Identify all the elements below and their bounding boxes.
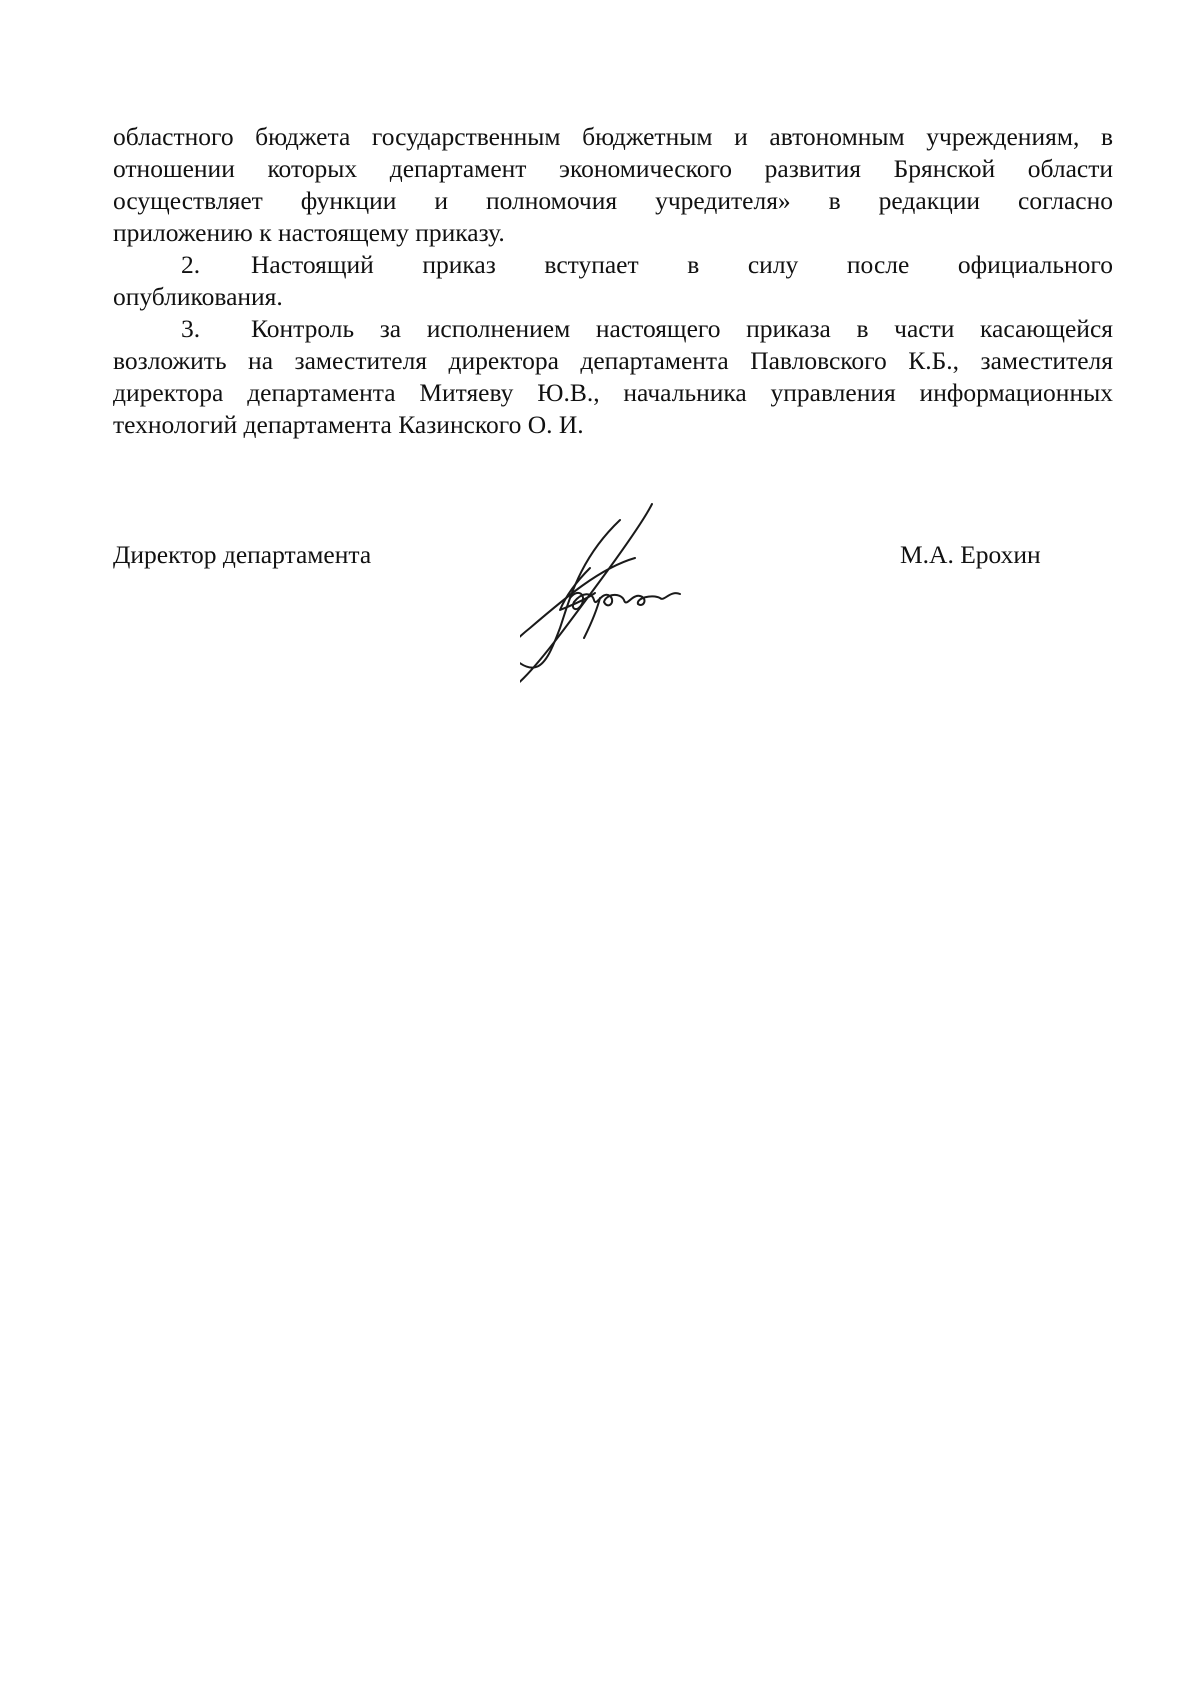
document-body	[113, 121, 1113, 441]
signatory-title: Директор департамента	[113, 540, 372, 569]
item-3-first-line	[113, 313, 1113, 345]
paragraph-continuation-line-1: областного бюджета государственным бюджетным и автономным учреждениям, в	[113, 122, 1113, 151]
item-2-number: 2.	[181, 250, 201, 279]
item-3-last-line: технологий департамента Казинского О. И.	[113, 410, 584, 439]
signature-letters	[570, 593, 680, 609]
signatory-name: М.А. Ерохин	[900, 540, 1041, 569]
item-2-text: Настоящий приказ вступает в силу после официального	[251, 250, 1113, 279]
paragraph-continuation-line-3: осуществляет функции и полномочия учредителя» в редакции согласно	[113, 186, 1113, 215]
item-2-first-line	[113, 249, 1113, 281]
item-2-last-line: опубликования.	[113, 282, 283, 311]
paragraph-continuation-line-4: приложению к настоящему приказу.	[113, 218, 505, 247]
item-3-line-3: директора департамента Митяеву Ю.В., начальника управления информационных	[113, 378, 1113, 407]
signature-descender	[584, 598, 600, 638]
item-3-text: Контроль за исполнением настоящего приказа в части касающейся	[251, 314, 1113, 343]
handwritten-signature	[520, 498, 760, 703]
signature-long-stroke	[520, 504, 652, 698]
paragraph-continuation-line-2: отношении которых департамент экономического развития Брянской области	[113, 154, 1113, 183]
item-3-line-2: возложить на заместителя директора департамента Павловского К.Б., заместителя	[113, 346, 1113, 375]
item-3-number: 3.	[181, 314, 201, 343]
